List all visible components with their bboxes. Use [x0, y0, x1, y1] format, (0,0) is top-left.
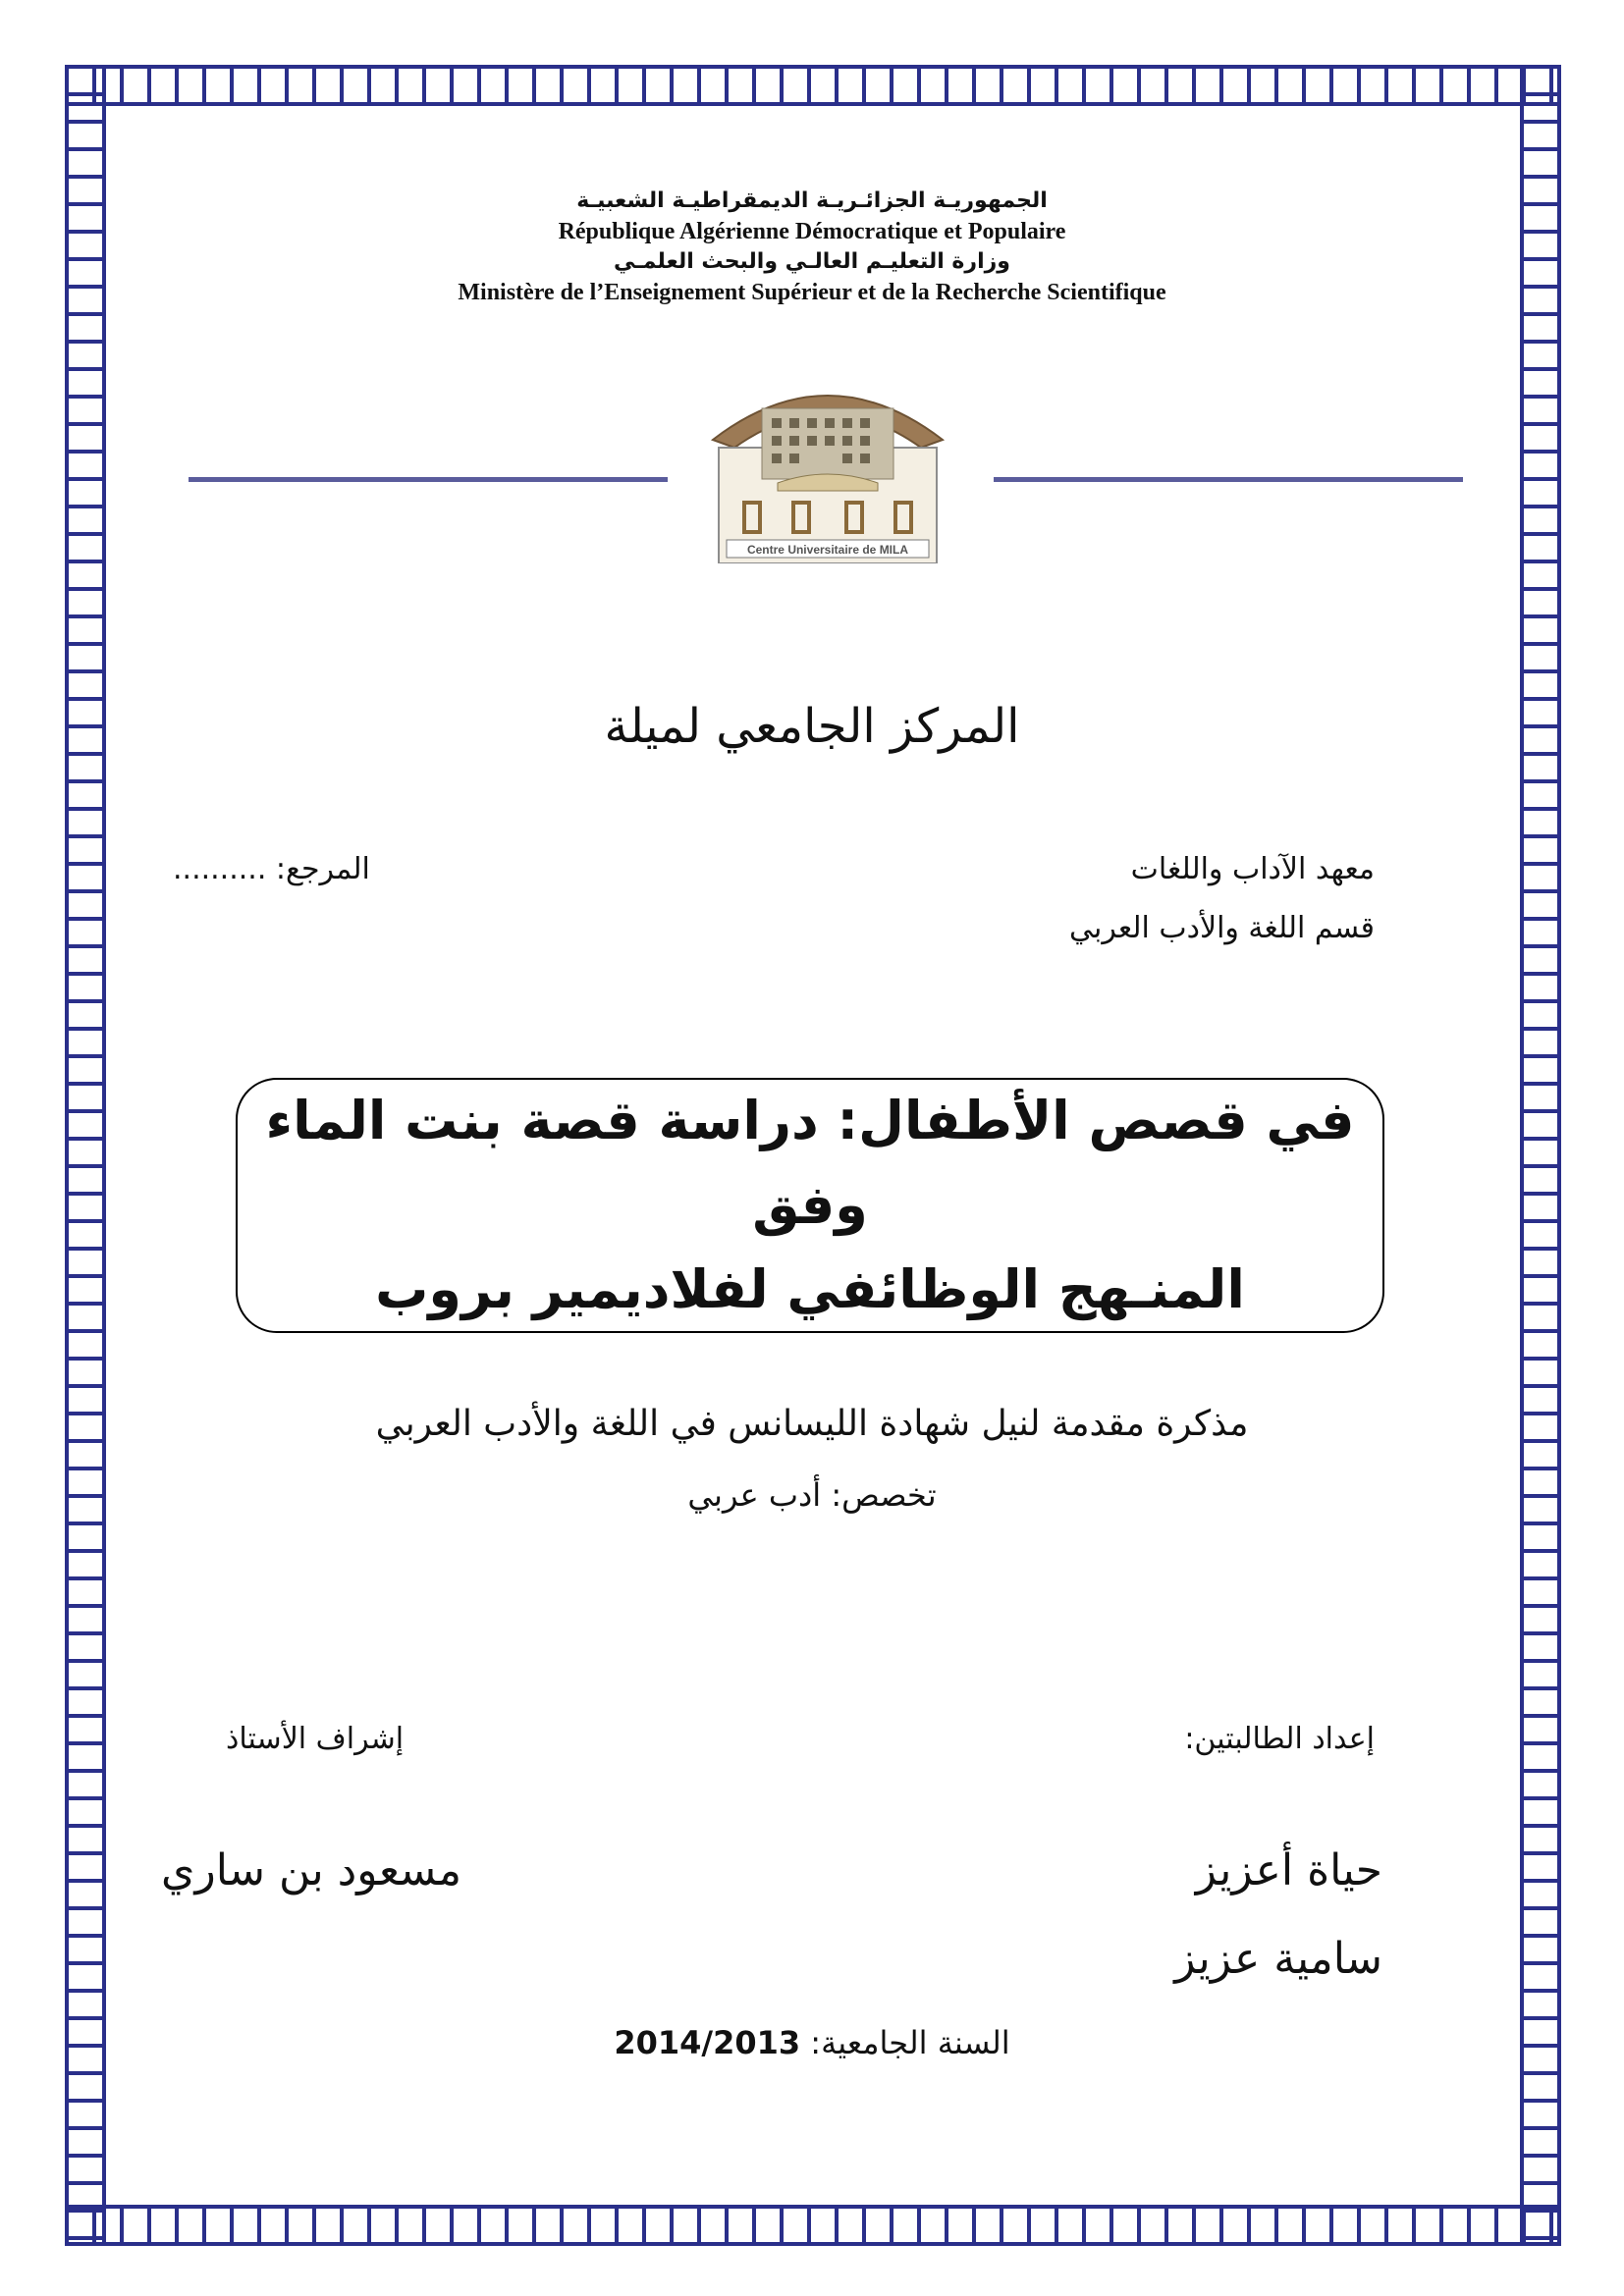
- page-border-right: [1520, 65, 1561, 2246]
- student-name-2: سامية عزيز: [1174, 1934, 1382, 1984]
- specialization: تخصص: أدب عربي: [687, 1476, 937, 1514]
- supervisor-label: إشراف الأستاذ: [226, 1722, 405, 1756]
- department-name: قسم اللغة والأدب العربي: [1068, 911, 1375, 945]
- supervisor-name: مسعود بن ساري: [161, 1845, 462, 1896]
- academic-year-label: السنة الجامعية:: [810, 2024, 1010, 2061]
- document-header: [0, 187, 1624, 308]
- page-border-left: [65, 65, 106, 2246]
- header-rule-right: [994, 477, 1463, 482]
- page-border-bottom: [65, 2205, 1561, 2246]
- university-logo: [699, 371, 956, 563]
- logo-caption: Centre Universitaire de MILA: [746, 543, 909, 557]
- page-border-top: [65, 65, 1561, 106]
- prepared-by-label: إعداد الطالبتين:: [1184, 1722, 1375, 1756]
- academic-year: [0, 2024, 1624, 2061]
- thesis-title-line-2: المنـهج الوظائفي لفلاديمير بروب: [375, 1258, 1245, 1320]
- header-rule-left: [189, 477, 668, 482]
- student-name-1: حياة أعزيز: [1195, 1845, 1382, 1896]
- academic-year-value: 2014/2013: [614, 2024, 801, 2061]
- republic-french: République Algérienne Démocratique et Populaire: [558, 219, 1066, 244]
- memo-description: مذكرة مقدمة لنيل شهادة الليسانس في اللغة والأدب العربي: [375, 1404, 1249, 1444]
- institution-name: المركز الجامعي لميلة: [604, 699, 1020, 754]
- institute-name: معهد الآداب واللغات: [1130, 852, 1375, 886]
- reference-field: المرجع: ..........: [173, 852, 370, 886]
- thesis-title-box: [236, 1078, 1384, 1333]
- republic-arabic: الجمهوريـة الجزائـريـة الديمقراطيـة الشعبيـة: [576, 188, 1048, 213]
- ministry-french: Ministère de l’Enseignement Supérieur et de la Recherche Scientifique: [458, 280, 1166, 305]
- thesis-title-line-1: في قصص الأطفال: دراسة قصة بنت الماء وفق: [265, 1090, 1355, 1236]
- ministry-arabic: وزارة التعليـم العالـي والبحث العلمـي: [614, 249, 1010, 274]
